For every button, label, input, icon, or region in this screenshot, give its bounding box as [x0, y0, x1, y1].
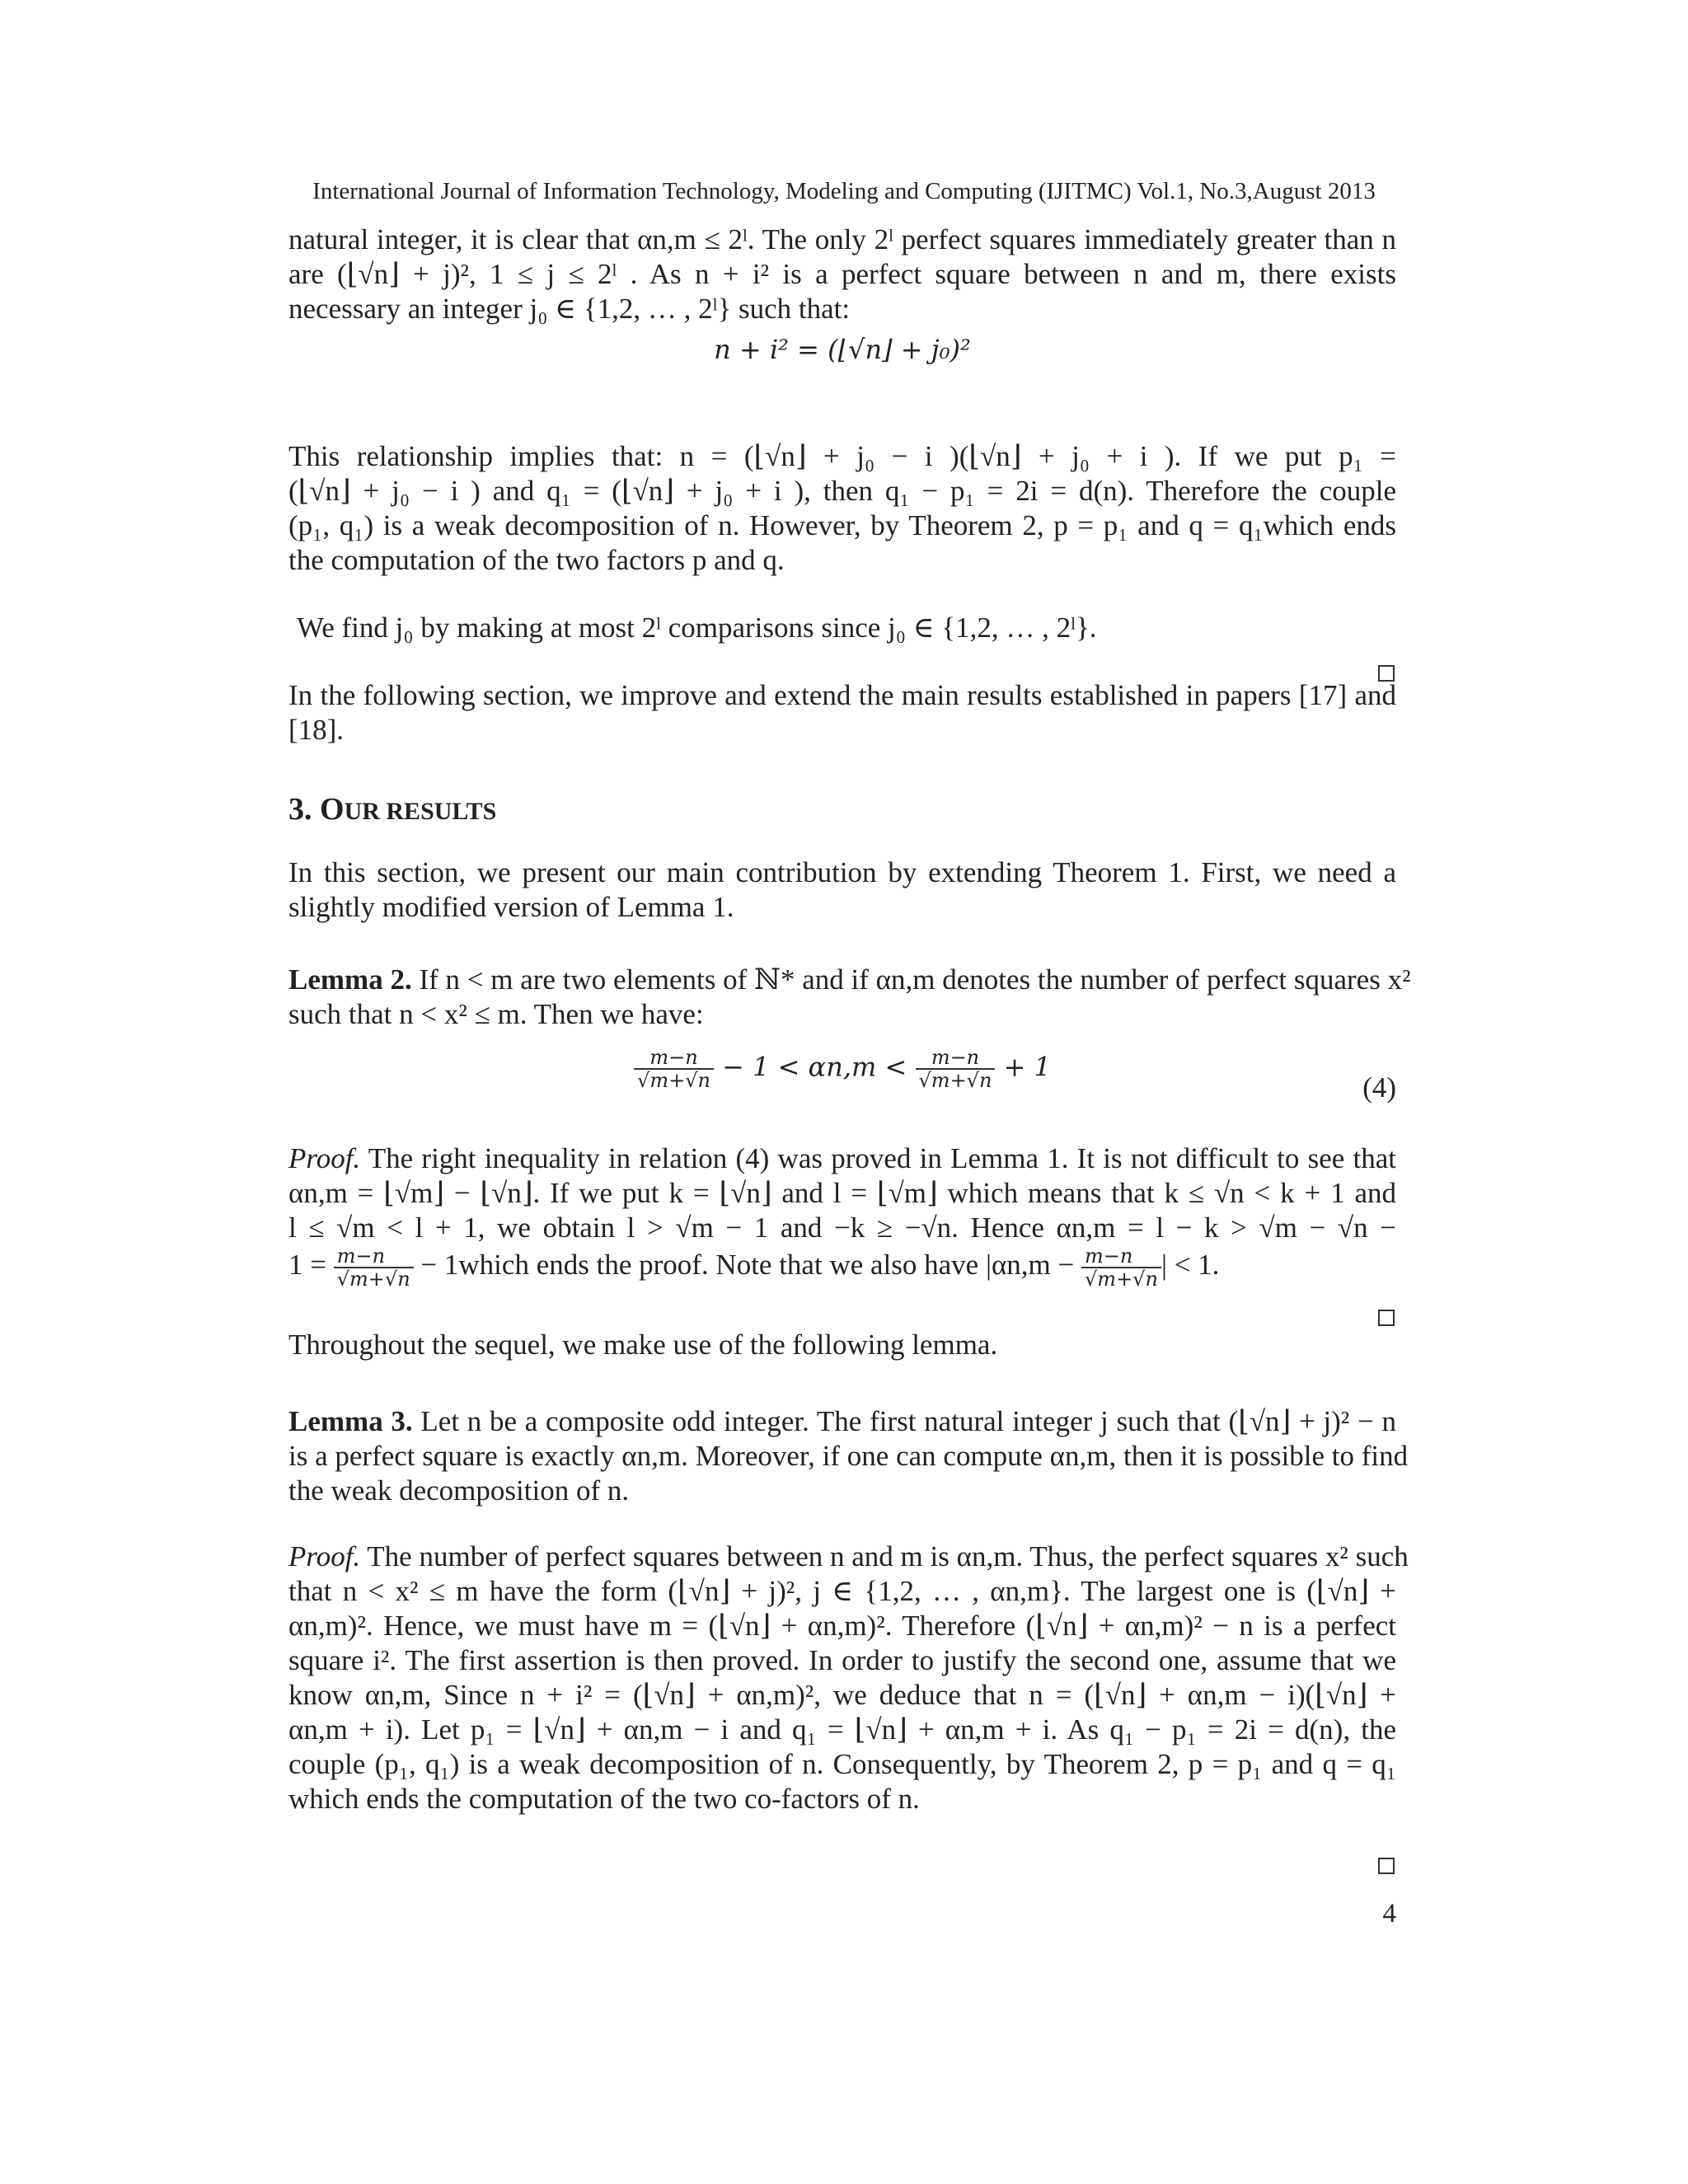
- fraction: $\frac{m-n}{√m+√n}$: [1081, 1245, 1161, 1290]
- text-line: Let n be a composite odd integer. The first natural integer j such that (⌊√n⌋ + j)² − n: [412, 1405, 1396, 1437]
- text-line: that n < x² ≤ m have the form (⌊√n⌋ + j)², j ∈ {1,2, … , αn,m}. The largest one is (⌊√n⌋ +: [288, 1575, 1396, 1607]
- section-heading-rest: UR RESULTS: [344, 798, 497, 825]
- paragraph-intro: [288, 223, 1396, 326]
- lemma-label: Lemma 3.: [288, 1405, 413, 1437]
- text-line: This relationship implies that: n = (⌊√n⌋ + j₀ − i )(⌊√n⌋ + j₀ + i ). If we put p₁ =: [288, 440, 1396, 472]
- text-line: The right inequality in relation (4) was proved in Lemma 1. It is not difficult to see that: [360, 1142, 1396, 1174]
- text-line: αn,m + i). Let p₁ = ⌊√n⌋ + αn,m − i and q₁ = ⌊√n⌋ + αn,m + i. As q₁ − p₁ = 2i = d(n), the: [288, 1713, 1396, 1746]
- proof-label: Proof.: [288, 1142, 361, 1174]
- paragraph-section-intro: [288, 855, 1396, 925]
- text-line: which ends the computation of the two co-factors of n.: [288, 1783, 920, 1815]
- running-header: International Journal of Information Technology, Modeling and Computing (IJITMC) Vol.1, No.3,August 2013: [312, 178, 1376, 204]
- paragraph-throughout: Throughout the sequel, we make use of the following lemma.: [288, 1329, 998, 1361]
- section-heading-number: 3. O: [288, 792, 345, 827]
- proof-label: Proof.: [288, 1540, 361, 1572]
- text-line: The number of perfect squares between n and m is αn,m. Thus, the perfect squares x² such: [360, 1540, 1409, 1572]
- lemma-label: Lemma 2.: [288, 963, 412, 996]
- fraction: $\frac{m-n}{√m+√n}$: [916, 1047, 996, 1091]
- text-line: [18].: [288, 714, 345, 746]
- equation-4: $\frac{m-n}{√m+√n}$ − 1 < αn,m < $\frac{m-n}{√m+√n}$ + 1: [288, 1047, 1396, 1091]
- text-line: (⌊√n⌋ + j₀ − i ) and q₁ = (⌊√n⌋ + j₀ + i ), then q₁ − p₁ = 2i = d(n). Therefore the couple: [288, 475, 1396, 507]
- text-line: know αn,m, Since n + i² = (⌊√n⌋ + αn,m)², we deduce that n = (⌊√n⌋ + αn,m − i)(⌊√n⌋ +: [288, 1679, 1396, 1711]
- text-line: In this section, we present our main contribution by extending Theorem 1. First, we need a: [288, 856, 1396, 888]
- lemma-2: [288, 963, 1411, 1032]
- text-line: (p₁, q₁) is a weak decomposition of n. However, by Theorem 2, p = p₁ and q = q₁which ends: [288, 509, 1396, 541]
- text-line: is a perfect square is exactly αn,m. Moreover, if one can compute αn,m, then it is possible to find: [288, 1440, 1409, 1472]
- fraction: $\frac{m-n}{√m+√n}$: [634, 1047, 714, 1091]
- proof-lemma-3: [288, 1540, 1409, 1816]
- text-line: couple (p₁, q₁) is a weak decomposition of n. Consequently, by Theorem 2, p = p₁ and q = q₁: [288, 1748, 1396, 1780]
- page-number: 4: [1382, 1899, 1396, 1929]
- paragraph-relationship: [288, 439, 1396, 578]
- equation-n-plus-i-squared: n + i² = (⌊√n⌋ + j₀)²: [714, 334, 971, 365]
- fraction: $\frac{m-n}{√m+√n}$: [334, 1245, 414, 1290]
- qed-symbol: [1378, 1310, 1395, 1326]
- section-heading: [288, 791, 496, 827]
- paragraph-following-section: [288, 678, 1396, 748]
- text-line: are (⌊√n⌋ + j)², 1 ≤ j ≤ 2ˡ . As n + i² is a perfect square between n and m, there exists: [288, 258, 1396, 290]
- proof-lemma-2: [288, 1141, 1396, 1290]
- text-line: αn,m)². Hence, we must have m = (⌊√n⌋ + αn,m)². Therefore (⌊√n⌋ + αn,m)² − n is a perfect: [288, 1610, 1396, 1642]
- text-line: the weak decomposition of n.: [288, 1474, 630, 1507]
- text-line: If n < m are two elements of ℕ* and if αn,m denotes the number of perfect squares x²: [411, 963, 1411, 996]
- text-line: 1 = $\frac{m-n}{√m+√n}$ − 1which ends the proof. Note that we also have |αn,m − $\frac{m-n}{√m+√n}$ | < 1.: [288, 1244, 1220, 1291]
- text-line: αn,m = ⌊√m⌋ − ⌊√n⌋. If we put k = ⌊√n⌋ and l = ⌊√m⌋ which means that k ≤ √n < k + 1 and: [288, 1177, 1396, 1209]
- paragraph-find-j0: We find j₀ by making at most 2ˡ comparisons since j₀ ∈ {1,2, … , 2ˡ}.: [297, 612, 1097, 644]
- text-line: l ≤ √m < l + 1, we obtain l > √m − 1 and −k ≥ −√n. Hence αn,m = l − k > √m − √n −: [288, 1212, 1396, 1244]
- text-line: necessary an integer j₀ ∈ {1,2, … , 2ˡ} such that:: [288, 293, 851, 325]
- text-line: such that n < x² ≤ m. Then we have:: [288, 998, 704, 1030]
- text-line: square i². The first assertion is then proved. In order to justify the second one, assume that we: [288, 1644, 1396, 1676]
- lemma-3: [288, 1404, 1409, 1508]
- text-line: natural integer, it is clear that αn,m ≤ 2ˡ. The only 2ˡ perfect squares immediately greater than n: [288, 223, 1396, 255]
- text-line: the computation of the two factors p and q.: [288, 544, 785, 576]
- text-line: slightly modified version of Lemma 1.: [288, 891, 734, 923]
- qed-symbol: [1378, 1858, 1395, 1874]
- text-line: In the following section, we improve and extend the main results established in papers [17] and: [288, 679, 1396, 711]
- equation-number: (4): [1362, 1071, 1396, 1104]
